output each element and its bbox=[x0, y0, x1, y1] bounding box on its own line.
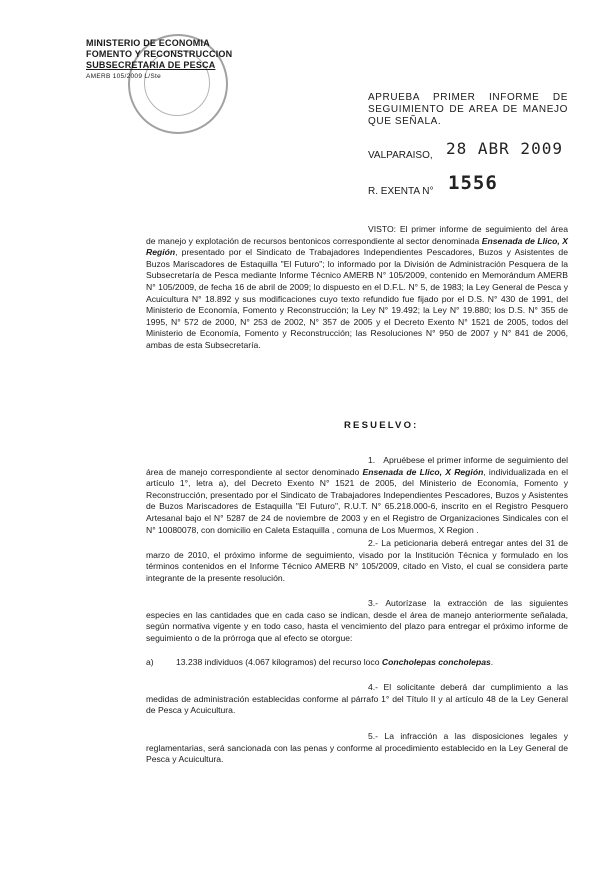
visto-sector: Ensenada de Llico, X Región bbox=[146, 235, 568, 258]
item-2-text: La peticionaria deberá entregar antes del 31 de marzo de 2010, el próximo informe de seguimiento, visado por la Institución Técnica y formulado en los términos contenidos en el Informe Técnico AMERB N° 105/2009, citado en Visto, el cual se considera parte integrante de la presente resolución. bbox=[146, 538, 568, 583]
item-4-text: El solicitante deberá dar cumplimiento a las medidas de administración establecidas conforme al párrafo 1° del Título II y al artículo 48 de la Ley General de Pesca y Acuicultura. bbox=[146, 682, 568, 716]
city-label: VALPARAISO, bbox=[368, 150, 433, 161]
letterhead bbox=[86, 38, 276, 82]
item-2 bbox=[146, 538, 568, 584]
item-a bbox=[146, 657, 493, 667]
exenta-label: R. EXENTA N° bbox=[368, 186, 434, 197]
item-1-sector: Ensenada de Llico, X Región bbox=[362, 466, 484, 477]
letterhead-ministry: MINISTERIO DE ECONOMIA bbox=[86, 38, 210, 48]
stamped-date: 28 ABR 2009 bbox=[446, 139, 563, 158]
visto-paragraph bbox=[146, 224, 568, 352]
exenta-number: 1556 bbox=[448, 172, 498, 194]
item-5-text: La infracción a las disposiciones legales y reglamentarias, será sancionada con las penas y conforme al procedimiento establecido en la Ley General de Pesca y Acuicultura. bbox=[146, 731, 568, 765]
item-1 bbox=[146, 455, 568, 536]
item-a-end: . bbox=[490, 657, 494, 667]
resuelvo-heading: RESUELVO: bbox=[344, 420, 419, 431]
item-4 bbox=[146, 682, 568, 717]
letterhead-reference: AMERB 105/2009 L/Ste bbox=[86, 73, 162, 80]
item-2-number: 2.- bbox=[368, 538, 379, 548]
visto-label: VISTO bbox=[368, 224, 394, 234]
item-3-number: 3.- bbox=[368, 598, 379, 608]
visto-text-a: : El primer informe de seguimiento del área de manejo y explotación de recursos bentonicos correspondiente al sector denominada bbox=[146, 224, 568, 246]
item-1-text-a: Apruébese el primer informe de seguimiento del área de manejo correspondiente al sector denominado bbox=[146, 455, 569, 477]
item-4-number: 4.- bbox=[368, 682, 379, 692]
item-a-text: 13.238 individuos (4.067 kilogramos) del recurso loco bbox=[176, 657, 382, 667]
item-5-number: 5.- bbox=[368, 731, 379, 741]
item-1-text-b: , individualizada en el artículo 1°, letra a), del Decreto Exento N° 1521 de 2005, del Ministerio de Economía, Fomento y Reconstrucción, presentado por el Sindicato de Trabajadores Independientes Pescadores, Buzos y Asistentes de Buzos Mariscadores de Estaquilla "El Futuro", R.U.T. N° 65.218.000-6, inscrito en el Registro Pesquero Artesanal bajo el N° 5287 de 24 de noviembre de 2003 y en el Registro de Organizaciones Sindicales con el N° 10080078, con domicilio en Caleta Estaquilla , comuna de Los Muermos, X Region . bbox=[146, 466, 568, 535]
item-1-number: 1. bbox=[368, 455, 376, 465]
visto-text-b: , presentado por el Sindicato de Trabajadores Independientes Pescadores, Buzos y Asistentes de Buzos Mariscadores de Estaquilla "El Futuro"; lo informado por la División de Administración Pesquera de la Subsecretaría de Pesca mediante Informe Técnico AMERB N° 105/2009, contenido en Memorándum AMERB N° 105/2009, de fecha 16 de abril de 2009; lo dispuesto en el D.F.L. N° 5, de 1983; la Ley General de Pesca y Acuicultura N° 18.892 y sus modificaciones cuyo texto refundido fue fijado por el D.S. N° 430 de 1991, del Ministerio de Economía, Fomento y Reconstrucción; la Ley N° 19.492; la Ley N° 19.880; los D.S. N° 355 de 1995, N° 572 de 2000, N° 253 de 2002, N° 357 de 2005 y el Decreto Exento N° 1521 de 2005, todos del Ministerio de Economía, Fomento y Reconstrucción; las Resoluciones N° 950 de 2007 y N° 841 de 2006, ambas de esta Subsecretaría. bbox=[146, 247, 568, 350]
item-a-species: Concholepas concholepas bbox=[381, 657, 491, 667]
item-5 bbox=[146, 731, 568, 766]
letterhead-subsecretaria: SUBSECRETARIA DE PESCA bbox=[86, 60, 216, 70]
document-subject: APRUEBA PRIMER INFORME DE SEGUIMIENTO DE AREA DE MANEJO QUE SEÑALA. bbox=[368, 92, 568, 127]
item-a-label: a) bbox=[146, 657, 154, 667]
item-3 bbox=[146, 598, 568, 644]
item-3-text: Autorízase la extracción de las siguientes especies en las cantidades que en cada caso se indican, desde el área de manejo anteriormente señalada, según normativa vigente y en todo caso, hasta el vencimiento del plazo para entregar el próximo informe de seguimiento o de la prórroga que al efecto se otorgue: bbox=[146, 598, 568, 643]
letterhead-fomento: FOMENTO Y RECONSTRUCCION bbox=[86, 49, 233, 59]
